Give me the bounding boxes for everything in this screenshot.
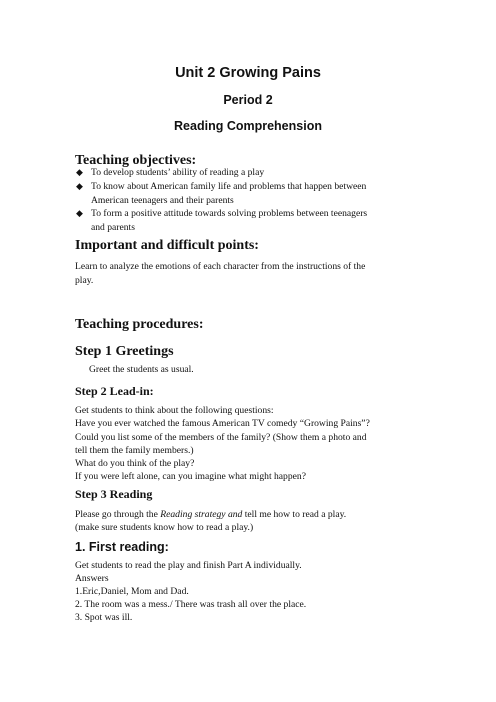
first-reading-line: 3. Spot was ill. (75, 612, 133, 623)
objective-item: To know about American family life and problems that happen between (91, 181, 367, 192)
objective-item: To form a positive attitude towards solving problems between teenagers (91, 208, 368, 219)
step2-line: Could you list some of the members of the family? (Show them a photo and (75, 432, 367, 443)
period-label: Period 2 (223, 93, 273, 107)
objective-item-cont: and parents (91, 222, 135, 233)
procedures-heading: Teaching procedures: (75, 317, 204, 332)
first-reading-heading: 1. First reading: (75, 540, 169, 554)
step1-text: Greet the students as usual. (89, 364, 194, 375)
step2-line: tell them the family members.) (75, 445, 194, 456)
step1-heading: Step 1 Greetings (75, 344, 174, 359)
first-reading-line: Answers (75, 573, 109, 584)
step3-line (75, 509, 346, 520)
objective-item: To develop students’ ability of reading a play (91, 167, 265, 178)
step3-heading: Step 3 Reading (75, 487, 153, 501)
step2-line: What do you think of the play? (75, 458, 195, 469)
first-reading-line: Get students to read the play and finish Part A individually. (75, 560, 302, 571)
important-text: Learn to analyze the emotions of each character from the instructions of the (75, 261, 366, 272)
step3-text-pre: Please go through the (75, 509, 161, 520)
page-title: Unit 2 Growing Pains (175, 65, 321, 81)
step3-text-post: tell me how to read a play. (242, 509, 347, 520)
diamond-bullet-icon: ◆ (76, 181, 83, 191)
subtitle: Reading Comprehension (174, 119, 322, 133)
step2-line: Get students to think about the following questions: (75, 405, 274, 416)
diamond-bullet-icon: ◆ (76, 208, 83, 218)
objectives-heading: Teaching objectives: (75, 153, 197, 168)
step2-line: If you were left alone, can you imagine what might happen? (75, 471, 306, 482)
diamond-bullet-icon: ◆ (76, 167, 83, 177)
important-text-cont: play. (75, 275, 94, 286)
first-reading-line: 1.Eric,Daniel, Mom and Dad. (75, 586, 189, 597)
step3-line: (make sure students know how to read a play.) (75, 522, 254, 533)
step2-line: Have you ever watched the famous American TV comedy “Growing Pains”? (75, 418, 370, 429)
step2-heading: Step 2 Lead-in: (75, 384, 154, 398)
objective-item-cont: American teenagers and their parents (91, 195, 234, 206)
reading-strategy-emphasis: Reading strategy and (160, 509, 243, 520)
important-heading: Important and difficult points: (75, 238, 259, 253)
first-reading-line: 2. The room was a mess./ There was trash all over the place. (75, 599, 307, 610)
